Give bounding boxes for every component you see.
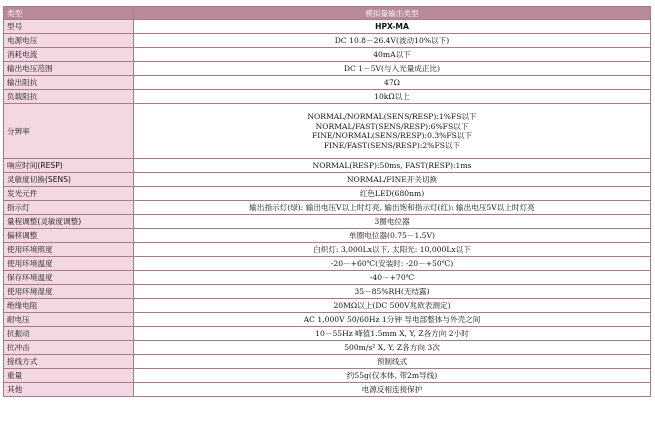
spec-value-line: NORMAL/NORMAL(SENS/RESP):1%FS以下 — [307, 112, 477, 121]
spec-label: 接线方式 — [4, 355, 134, 369]
spec-label: 型号 — [4, 20, 134, 34]
spec-value-multiline — [134, 104, 651, 159]
spec-label: 绝缘电阻 — [4, 299, 134, 313]
spec-label: 使用环境照度 — [4, 243, 134, 257]
spec-label: 量程调整(灵敏度调整) — [4, 215, 134, 229]
spec-value: 20MΩ以上(DC 500V兆欧表测定) — [134, 299, 651, 313]
spec-value: 35－85%RH(无结露) — [134, 285, 651, 299]
spec-label: 发光元件 — [4, 187, 134, 201]
spec-value: 输出指示灯(绿): 输出电压V以上时灯亮, 输出饱和指示灯(红): 输出电压5V以上时灯亮 — [134, 201, 651, 215]
spec-label: 电源电压 — [4, 34, 134, 48]
spec-label: 负载阻抗 — [4, 90, 134, 104]
spec-label: 抗振动 — [4, 327, 134, 341]
spec-label: 使用环境湿度 — [4, 285, 134, 299]
table-row — [4, 229, 651, 243]
table-row — [4, 341, 651, 355]
spec-value: 白炽灯: 3,000Lx以下, 太阳光: 10,000Lx以下 — [134, 243, 651, 257]
spec-label: 分辨率 — [4, 104, 134, 159]
spec-value-line: FINE/NORMAL(SENS/RESP):0.3%FS以下 — [311, 131, 473, 140]
spec-value: 单圈电位器(0.75－1.5V) — [134, 229, 651, 243]
table-row — [4, 90, 651, 104]
spec-value: 预制线式 — [134, 355, 651, 369]
spec-value: 47Ω — [134, 76, 651, 90]
table-row — [4, 62, 651, 76]
spec-value: 10－55Hz 峰值1.5mm X, Y, Z各方向 2小时 — [134, 327, 651, 341]
table-row — [4, 173, 651, 187]
spec-label: 使用环境温度 — [4, 257, 134, 271]
spec-value: -40－+70℃ — [134, 271, 651, 285]
spec-label: 偏移调整 — [4, 229, 134, 243]
spec-label: 灵敏度切换(SENS) — [4, 173, 134, 187]
spec-value: HPX-MA — [134, 20, 651, 34]
spec-value: 约55g(仅本体, 带2m导线) — [134, 369, 651, 383]
table-row — [4, 187, 651, 201]
spec-value: 500m/s² X, Y, Z各方向 3次 — [134, 341, 651, 355]
spec-value: NORMAL/FINE开关切换 — [134, 173, 651, 187]
spec-label: 输出阻抗 — [4, 76, 134, 90]
table-row — [4, 48, 651, 62]
spec-value: NORMAL(RESP):50ms, FAST(RESP):1ms — [134, 159, 651, 173]
header-analog-output-type: 模拟量输出类型 — [134, 7, 651, 20]
table-row — [4, 104, 651, 159]
spec-label: 指示灯 — [4, 201, 134, 215]
table-row — [4, 201, 651, 215]
spec-value: 10kΩ以上 — [134, 90, 651, 104]
table-row — [4, 313, 651, 327]
table-row — [4, 215, 651, 229]
spec-value: 3圈电位器 — [134, 215, 651, 229]
table-row — [4, 20, 651, 34]
spec-body — [4, 20, 651, 397]
spec-value: -20－+60℃(安装时: -20－+50℃) — [134, 257, 651, 271]
table-row — [4, 285, 651, 299]
table-row — [4, 243, 651, 257]
spec-value-line: FINE/FAST(SENS/RESP):2%FS以下 — [323, 140, 461, 150]
spec-value: 红色LED(680nm) — [134, 187, 651, 201]
table-row — [4, 159, 651, 173]
spec-value: DC 1－5V(与入光量成正比) — [134, 62, 651, 76]
table-row — [4, 327, 651, 341]
table-row — [4, 257, 651, 271]
spec-label: 消耗电流 — [4, 48, 134, 62]
table-row — [4, 271, 651, 285]
spec-label: 抗冲击 — [4, 341, 134, 355]
spec-value: DC 10.8－26.4V(波动10%以下) — [134, 34, 651, 48]
spec-value: 电源反相连接保护 — [134, 383, 651, 397]
table-row — [4, 76, 651, 90]
spec-value-line: NORMAL/FAST(SENS/RESP):6%FS以下 — [315, 121, 469, 131]
spec-label: 其他 — [4, 383, 134, 397]
table-row — [4, 383, 651, 397]
table-row — [4, 34, 651, 48]
spec-value: AC 1,000V 50/60Hz 1分钟 导电部整体与外壳之间 — [134, 313, 651, 327]
spec-label: 输出电压范围 — [4, 62, 134, 76]
spec-label: 耐电压 — [4, 313, 134, 327]
table-row — [4, 355, 651, 369]
spec-table — [3, 6, 651, 397]
spec-label: 重量 — [4, 369, 134, 383]
spec-label: 响应时间(RESP) — [4, 159, 134, 173]
table-row — [4, 299, 651, 313]
spec-value: 40mA以下 — [134, 48, 651, 62]
spec-label: 保存环境温度 — [4, 271, 134, 285]
header-type: 类型 — [4, 7, 134, 20]
table-row — [4, 369, 651, 383]
header-row — [4, 7, 651, 20]
